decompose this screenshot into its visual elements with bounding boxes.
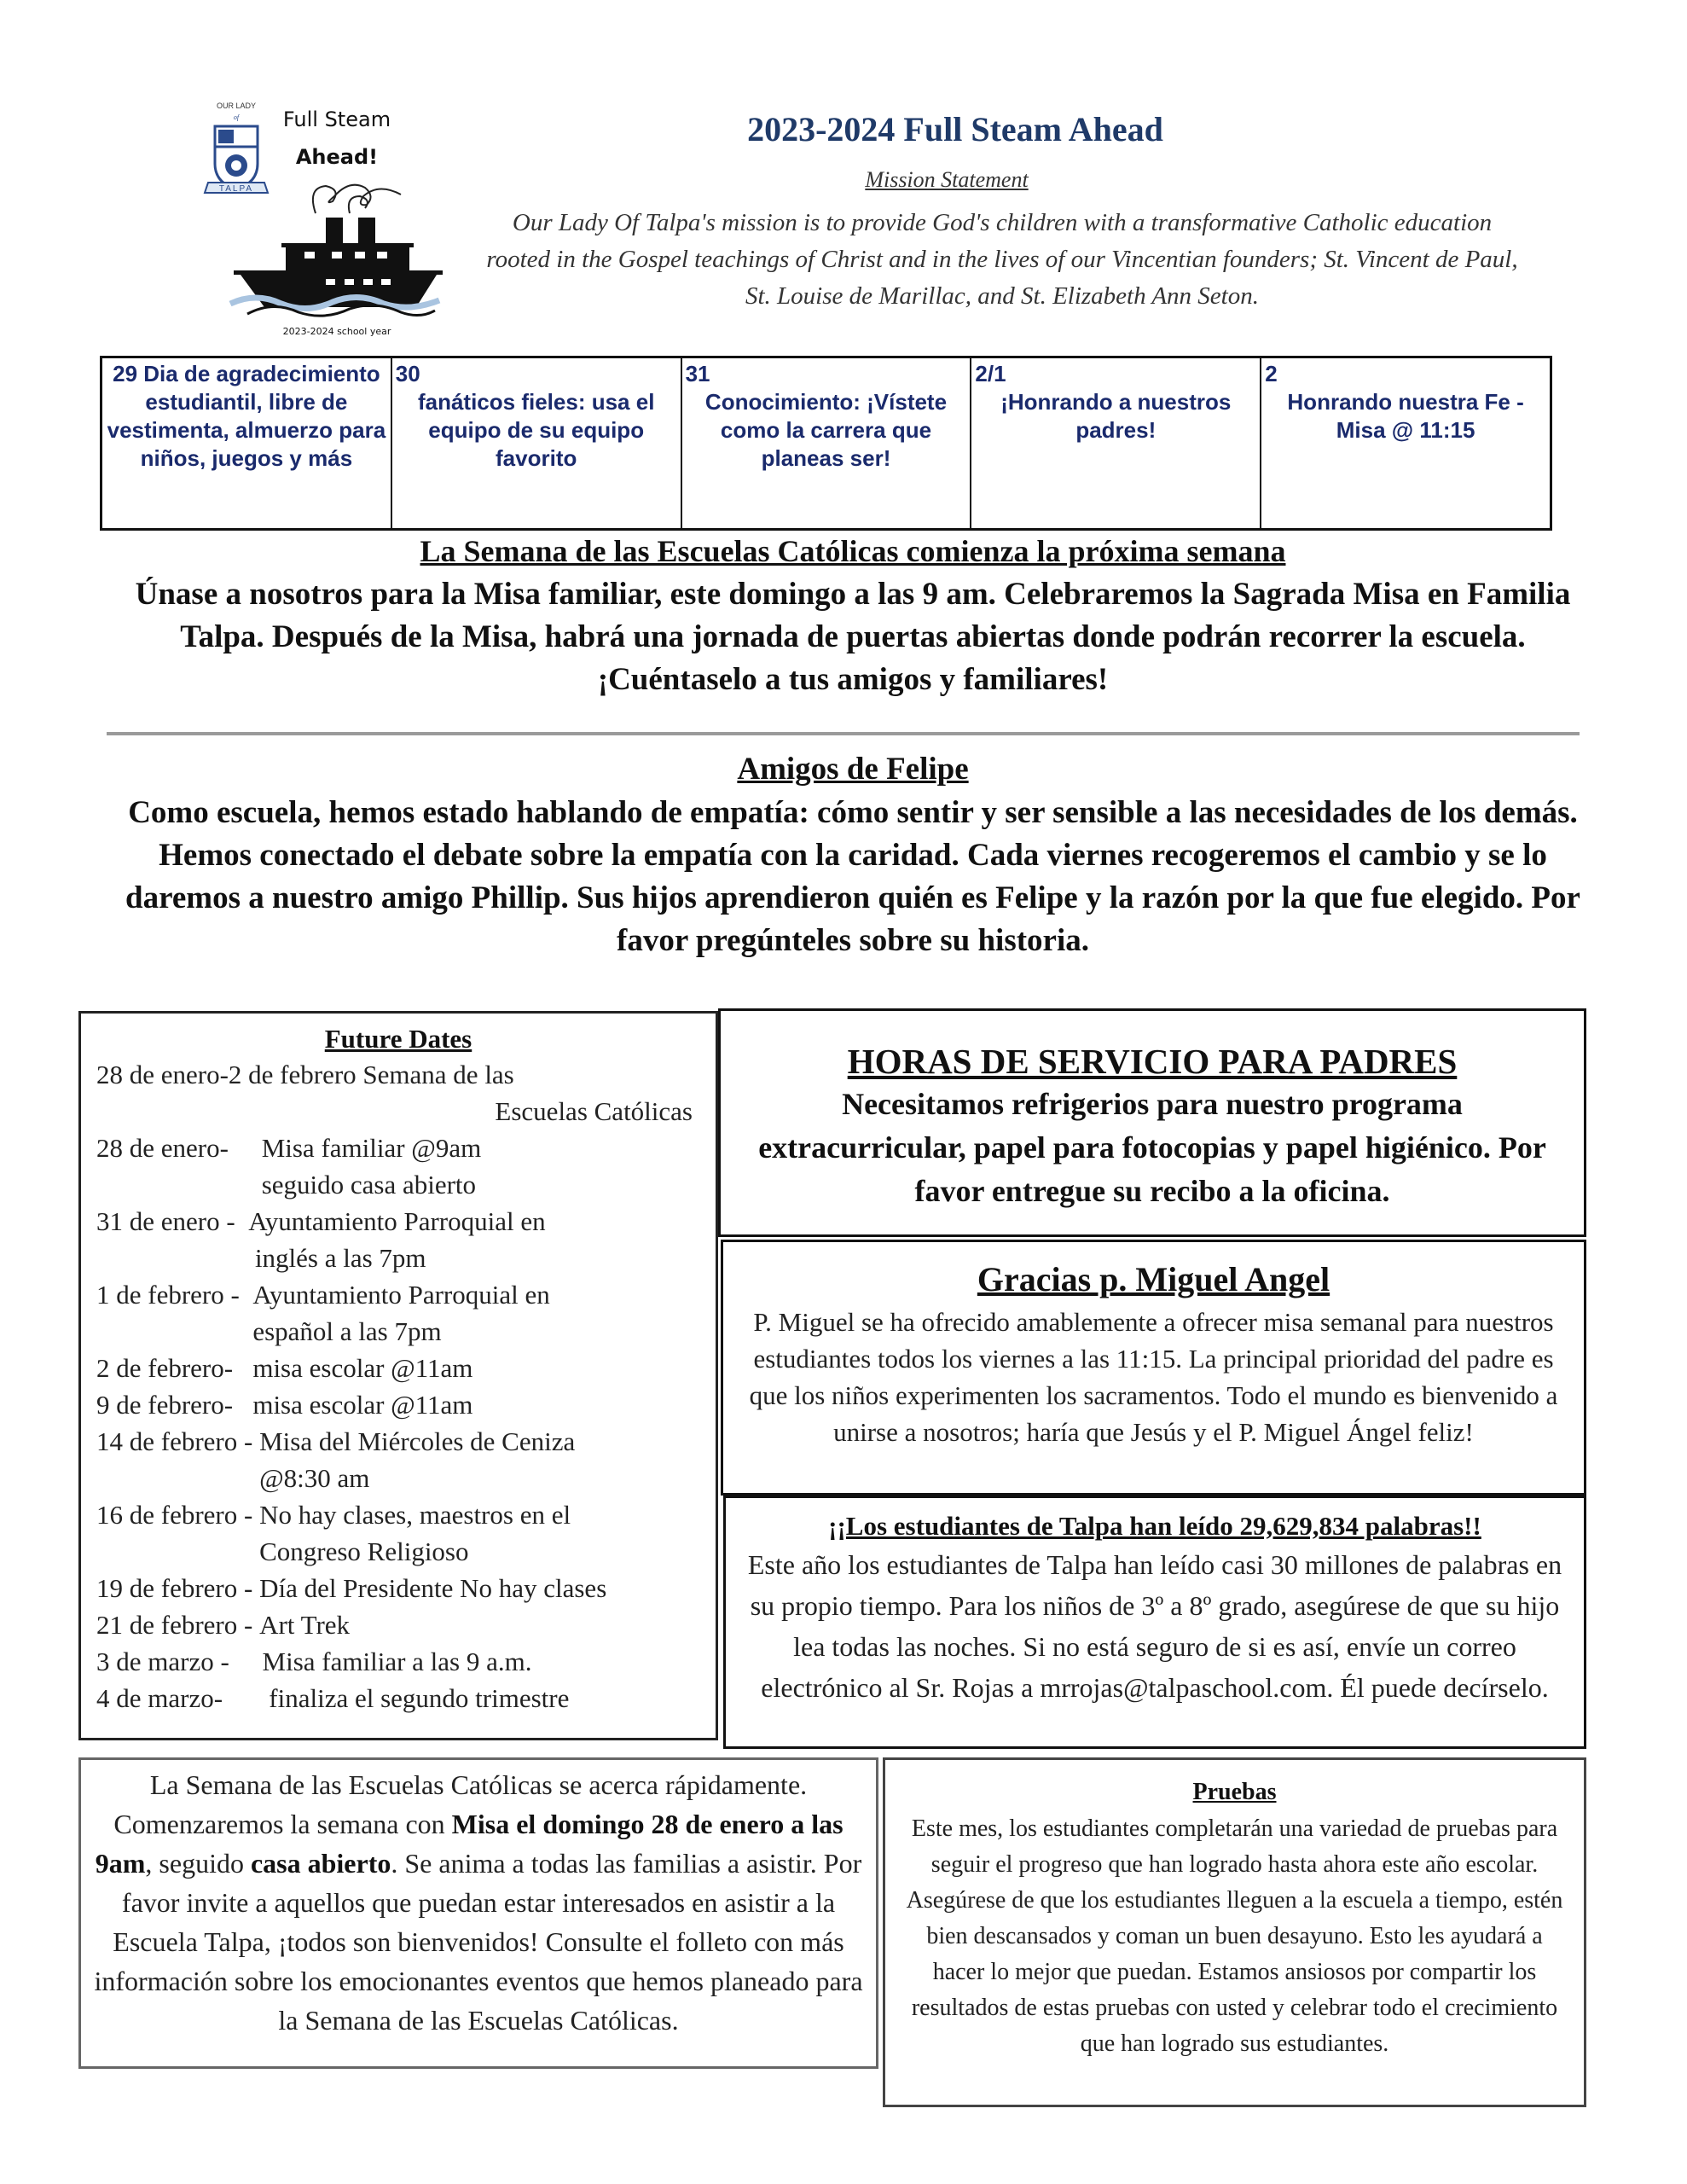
future-date-label: 19 de febrero - [96,1573,260,1603]
future-dates-list [96,1056,700,1716]
future-date-item [96,1130,700,1203]
future-date-event: misa escolar @11am [252,1390,473,1420]
semana-bold-mass: Misa el domingo 28 de enero a las 9am [95,1809,844,1879]
future-date-item [96,1350,700,1386]
school-year-label: 2023-2024 school year [282,326,391,337]
future-date-event: No hay clases, maestros en el Congreso Religioso [259,1500,571,1566]
spirit-day-text: ¡Honrando a nuestros padres! [1000,389,1232,443]
tagline-line2: Ahead! [295,145,379,169]
section-divider [107,732,1580,735]
future-dates-box [78,1011,718,1740]
future-date-event: Ayuntamiento Parroquial en inglés a las 7pm [248,1206,546,1273]
future-date-event: Semana de las Escuelas Católicas [362,1060,693,1126]
future-date-label: 3 de marzo - [96,1647,263,1676]
crest-of-text: of [233,113,240,121]
catholic-schools-week-details [90,1765,867,2040]
spirit-day-text: 29 Dia de agradecimiento estudiantil, libre de vestimenta, almuerzo para niños, juegos y más [107,361,386,471]
felipe-body: Como escuela, hemos estado hablando de empatía: cómo sentir y ser sensible a las necesidades de los demás. Hemos conectado el debate sobre la empatía con la caridad. Cada viernes recogeremos el cambio y se lo daremos a nuestro amigo Phillip. Sus hijos aprendieron quién es Felipe y la razón por la que fue elegido. Por favor pregúnteles sobre su historia. [125,795,1580,958]
future-date-label: 1 de febrero - [96,1280,253,1310]
future-date-label: 9 de febrero- [96,1390,253,1420]
testing-heading: Pruebas [1192,1779,1277,1805]
future-date-event: misa escolar @11am [252,1353,473,1383]
ship-illustration [196,94,443,350]
crest-name-text: TALPA [218,184,254,194]
service-hours-box [718,1008,1586,1237]
spirit-day-number: 30 [395,361,420,386]
future-date-event: Día del Presidente No hay clases [259,1573,607,1603]
service-hours-heading: HORAS DE SERVICIO PARA PADRES [847,1042,1458,1081]
catholic-schools-week-heading: La Semana de las Escuelas Católicas comienza la próxima semana [420,534,1286,568]
future-date-item [96,1570,700,1606]
spirit-week-table [100,356,1552,531]
future-date-item [96,1643,700,1680]
future-date-label: 31 de enero - [96,1206,249,1236]
spirit-day-cell [971,358,1261,528]
future-date-item [96,1606,700,1643]
steam-icon [313,185,401,213]
future-date-event: Misa familiar @9am seguido casa abierto [261,1133,482,1199]
future-dates-heading: Future Dates [324,1024,472,1054]
spirit-day-number: 31 [685,361,710,386]
future-date-item [96,1496,700,1570]
catholic-schools-week-body: Únase a nosotros para la Misa familiar, este domingo a las 9 am. Celebraremos la Sagrada Misa en Familia Talpa. Después de la Misa, habrá una jornada de puertas abiertas donde podrán recorrer la escuela. ¡Cuéntaselo a tus amigos y familiares! [135,577,1571,697]
future-date-event: Ayuntamiento Parroquial en español a las 7pm [252,1280,550,1346]
spirit-day-text: Honrando nuestra Fe - Misa @ 11:15 [1287,389,1524,443]
spirit-day-text: Conocimiento: ¡Vístete como la carrera que planeas ser! [704,389,948,471]
spirit-day-number: 2 [1265,361,1278,386]
future-date-item [96,1056,700,1130]
future-date-event: Misa del Miércoles de Ceniza @8:30 am [259,1426,576,1493]
semana-bold-open-house: casa abierto [250,1848,391,1879]
semana-text-part1: La Semana de las Escuelas Católicas se acerca rápidamente. Comenzaremos la semana con [113,1769,808,1839]
spirit-day-cell [102,358,392,528]
future-date-label: 2 de febrero- [96,1353,253,1383]
words-read-box [723,1496,1586,1749]
future-date-item [96,1423,700,1496]
semana-text-part3: . Se anima a todas las familias a asistir. Por favor invite a aquellos que puedan estar interesados en asistir a la Escuela Talpa, ¡todos son bienvenidos! Consulte el folleto con más información sobre los emocionantes eventos que hemos planeado para la Semana de las Escuelas Católicas. [94,1848,863,2036]
future-date-item [96,1386,700,1423]
future-date-item [96,1203,700,1276]
future-date-item [96,1276,700,1350]
thanks-father-body: P. Miguel se ha ofrecido amablemente a ofrecer misa semanal para nuestros estudiantes todos los viernes a las 11:15. La principal prioridad del padre es que los niños experimenten los sacramentos. Todo el mundo es bienvenido a unirse a nosotros; haría que Jesús y el P. Miguel Ángel feliz! [749,1307,1558,1447]
future-date-event: Art Trek [259,1610,351,1640]
crest-top-text: OUR LADY [216,102,257,110]
future-date-label: 28 de enero- [96,1133,262,1163]
spirit-day-number: 2/1 [975,361,1006,386]
school-logo-graphic [196,94,443,350]
mission-heading: Mission Statement [865,167,1029,192]
smokestack-icon [326,218,343,245]
future-date-event: finaliza el segundo trimestre [262,1683,570,1713]
felipe-heading: Amigos de Felipe [737,752,969,787]
spirit-day-cell [1261,358,1550,528]
thanks-father-box [721,1240,1586,1496]
testing-body: Este mes, los estudiantes completarán una variedad de pruebas para seguir el progreso que han logrado hasta ahora este año escolar. Asegúrese de que los estudiantes lleguen a la escuela a tiempo, estén bien descansados y coman un buen desayuno. Esto les ayudará a hacer lo mejor que puedan. Estamos ansiosos por compartir los resultados de estas pruebas con usted y celebrar todo el crecimiento que han logrado sus estudiantes. [906,1815,1563,2057]
words-read-heading: ¡¡Los estudiantes de Talpa han leído 29,629,834 palabras!! [828,1511,1481,1541]
tagline-line1: Full Steam [282,107,391,131]
newsletter-title: 2023-2024 Full Steam Ahead [747,110,1163,148]
future-date-item [96,1680,700,1716]
future-date-event: Misa familiar a las 9 a.m. [262,1647,532,1676]
spirit-day-cell [392,358,682,528]
spirit-day-text: fanáticos fieles: usa el equipo de su equipo favorito [417,389,655,471]
thanks-father-heading: Gracias p. Miguel Angel [977,1260,1330,1298]
spirit-day-cell [682,358,972,528]
mission-statement: Our Lady Of Talpa's mission is to provide God's children with a transformative Catholic education rooted in the Gospel teachings of Christ and in the lives of our Vincentian founders; St. Vincent de Paul, St. Louise de Marillac, and St. Elizabeth Ann Seton. [486,209,1518,310]
testing-box [883,1757,1586,2107]
future-date-label: 4 de marzo- [96,1683,263,1713]
words-read-body: Este año los estudiantes de Talpa han leído casi 30 millones de palabras en su propio tiempo. Para los niños de 3º a 8º grado, asegúrese de que su hijo lea todas las noches. Si no está seguro de si es así, envíe un correo electrónico al Sr. Rojas a mrrojas@talpaschool.com. Él puede decírselo. [747,1549,1562,1703]
future-date-label: 14 de febrero - [96,1426,260,1456]
future-date-label: 21 de febrero - [96,1610,260,1640]
service-hours-body: Necesitamos refrigerios para nuestro programa extracurricular, papel para fotocopias y papel higiénico. Por favor entregue su recibo a la oficina. [758,1087,1546,1208]
future-date-label: 16 de febrero - [96,1500,260,1530]
future-date-label: 28 de enero-2 de febrero [96,1060,363,1089]
semana-text-part2: , seguido [145,1848,251,1879]
catholic-schools-week-box [78,1757,878,2069]
